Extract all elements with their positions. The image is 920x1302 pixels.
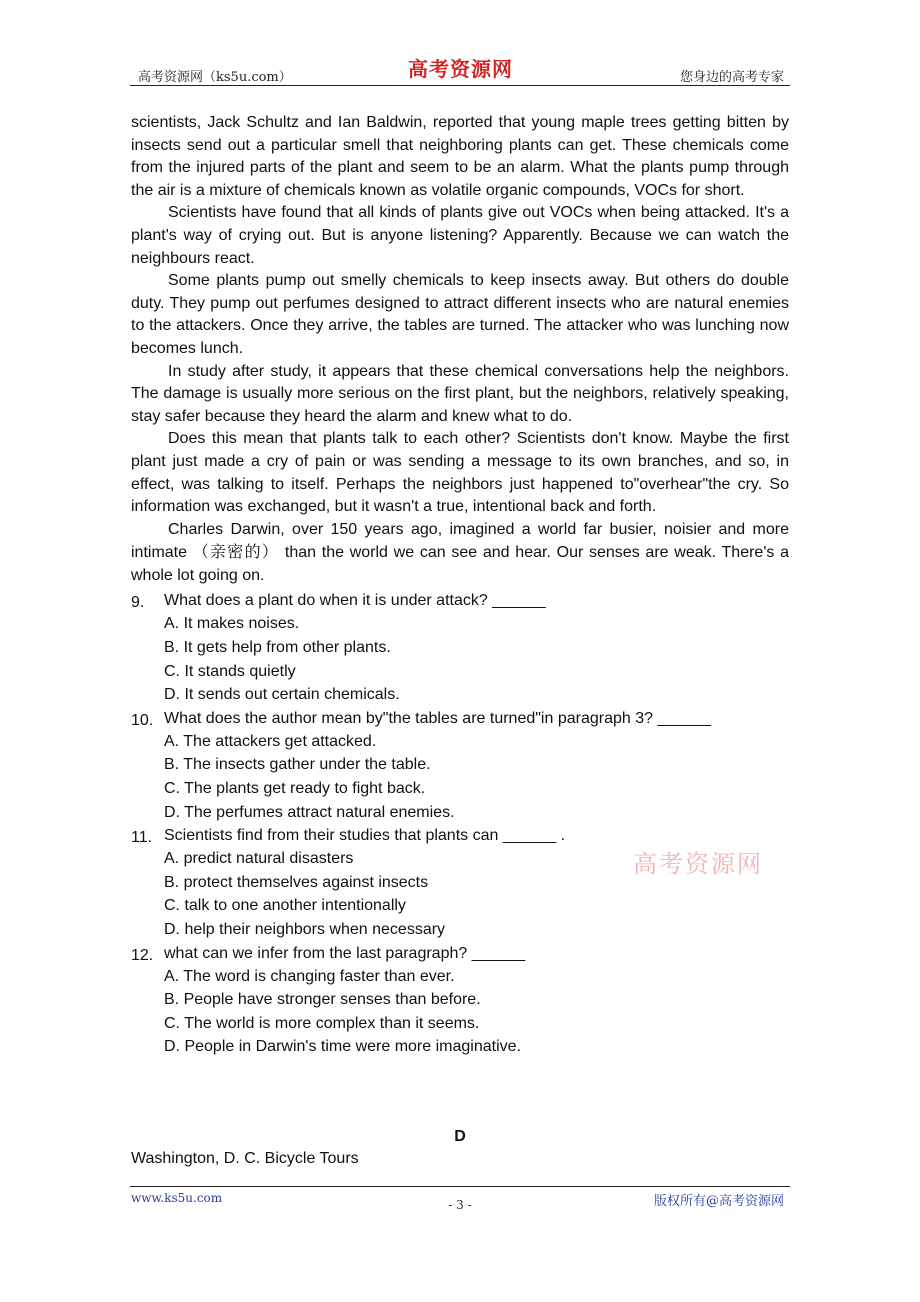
section-heading: D — [454, 1128, 466, 1145]
passage-paragraph-6 — [131, 519, 789, 588]
option-d: D. help their neighbors when necessary — [164, 921, 446, 938]
option-b: B. The insects gather under the table. — [164, 756, 431, 774]
passage-paragraph-4: In study after study, it appears that these chemical conversations help the neighbors. The damage is usually more serious on the first plant, but the neighbors, relatively speaking, stay safer because they heard the alarm and knew what to do. — [131, 362, 789, 425]
question-number: 12. — [131, 946, 154, 964]
footer-divider — [130, 1186, 790, 1187]
option-d: D. The perfumes attract natural enemies. — [164, 803, 455, 821]
option-d: D. It sends out certain chemicals. — [164, 686, 400, 704]
paragraph-6-part-1: Charles Darwin, over 150 years ago, imagined a world far busier, noisier and more intimate — [131, 520, 789, 562]
header-slogan: 您身边的高考专家 — [679, 70, 784, 85]
footer-copyright-link[interactable]: 版权所有@高考资源网 — [653, 1194, 784, 1209]
watermark: 高考资源网 — [633, 850, 763, 878]
option-c: C. The world is more complex than it seems. — [164, 1014, 480, 1032]
option-b: B. It gets help from other plants. — [164, 639, 391, 657]
option-d: D. People in Darwin's time were more imaginative. — [164, 1038, 521, 1056]
paragraph-6-part-2: than the world we can see and hear. Our senses are weak. There's a whole lot going on. — [131, 544, 789, 584]
option-a: A. It makes noises. — [164, 615, 300, 633]
question-stem: What does a plant do when it is under attack? ______ — [164, 592, 546, 610]
question-stem: What does the author mean by"the tables are turned"in paragraph 3? ______ — [164, 709, 711, 727]
document-body — [131, 112, 789, 1059]
header-divider — [130, 85, 790, 86]
question-10 — [131, 707, 789, 824]
option-a: A. predict natural disasters — [164, 850, 354, 868]
option-a: A. The attackers get attacked. — [164, 732, 377, 750]
chinese-gloss: （亲密的） — [192, 542, 280, 562]
question-number: 9. — [131, 594, 145, 612]
page-number: - 3 - — [448, 1198, 472, 1212]
question-11 — [131, 824, 789, 941]
passage-paragraph-3: Some plants pump out smelly chemicals to keep insects away. But others do double duty. They pump out perfumes designed to attract different insects who are natural enemies to the attackers. Once they arrive, the tables are turned. The attacker who was lunching now becomes lunch. — [131, 272, 789, 357]
question-number: 10. — [131, 711, 154, 729]
option-b: B. People have stronger senses than before. — [164, 991, 481, 1009]
option-a: A. The word is changing faster than ever. — [164, 967, 455, 985]
question-9 — [131, 589, 789, 706]
question-stem: what can we infer from the last paragraph? ______ — [164, 944, 526, 962]
question-number: 11. — [131, 829, 153, 847]
question-stem: Scientists find from their studies that plants can ______ . — [164, 827, 566, 845]
passage-paragraph-5: Does this mean that plants talk to each other? Scientists don't know. Maybe the first plant just made a cry of pain or was sending a message to its own branches, and so, in effect, was talking to itself. Perhaps the neighbors just happened to"overhear"the cry. So information was exchanged, but it wasn't a true, intentional back and forth. — [131, 430, 789, 516]
footer-website-link[interactable]: www.ks5u.com — [131, 1191, 223, 1205]
header-site-name: 高考资源网（ks5u.com） — [138, 70, 292, 85]
option-c: C. The plants get ready to fight back. — [164, 780, 426, 798]
passage-paragraph-2: Scientists have found that all kinds of plants give out VOCs when being attacked. It's a plant's way of crying out. But is anyone listening? Apparently. Because we can watch the neighbours react. — [131, 204, 789, 267]
section-title: Washington, D. C. Bicycle Tours — [131, 1150, 359, 1167]
option-c: C. talk to one another intentionally — [164, 897, 406, 915]
header-logo: 高考资源网 — [408, 57, 513, 81]
option-c: C. It stands quietly — [164, 662, 296, 680]
question-list — [131, 589, 789, 1059]
option-b: B. protect themselves against insects — [164, 873, 429, 891]
question-12 — [131, 942, 789, 1059]
passage-paragraph-1: scientists, Jack Schultz and Ian Baldwin, reported that young maple trees getting bitten by insects send out a particular smell that neighboring plants can get. These chemicals come from the injured parts of the plant and seem to be an alarm. What the plants pump through the air is a mixture of chemicals known as volatile organic compounds, VOCs for short. — [131, 114, 789, 199]
